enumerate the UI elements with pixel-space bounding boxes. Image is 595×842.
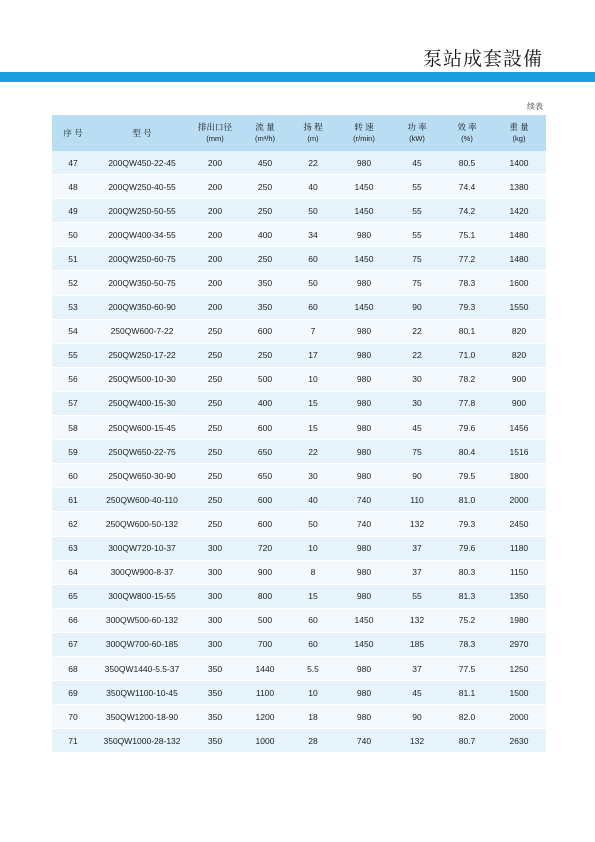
- column-title: 排出口径: [197, 122, 232, 132]
- cell-model: 300QW900-8-37: [94, 560, 190, 584]
- cell-outlet-diameter: 200: [190, 247, 240, 271]
- cell-efficiency: 77.5: [442, 656, 492, 680]
- cell-seq: 66: [52, 608, 94, 632]
- cell-model: 250QW250-17-22: [94, 343, 190, 367]
- column-title: 重 量: [509, 122, 529, 132]
- cell-speed: 980: [336, 464, 392, 488]
- cell-speed: 980: [336, 536, 392, 560]
- cell-power: 110: [392, 488, 442, 512]
- table-row: [52, 416, 546, 440]
- column-unit: (kg): [512, 134, 526, 143]
- cell-flow: 1000: [240, 729, 290, 753]
- cell-efficiency: 79.3: [442, 295, 492, 319]
- cell-weight: 1500: [492, 681, 546, 705]
- cell-seq: 68: [52, 656, 94, 680]
- cell-power: 30: [392, 367, 442, 391]
- cell-efficiency: 71.0: [442, 343, 492, 367]
- table-row: [52, 391, 546, 415]
- cell-flow: 720: [240, 536, 290, 560]
- cell-seq: 64: [52, 560, 94, 584]
- cell-weight: 820: [492, 319, 546, 343]
- cell-power: 37: [392, 656, 442, 680]
- cell-seq: 63: [52, 536, 94, 560]
- cell-weight: 1420: [492, 199, 546, 223]
- table-row: [52, 151, 546, 175]
- cell-head: 50: [290, 512, 336, 536]
- cell-outlet-diameter: 250: [190, 367, 240, 391]
- cell-outlet-diameter: 200: [190, 223, 240, 247]
- cell-flow: 800: [240, 584, 290, 608]
- cell-weight: 1150: [492, 560, 546, 584]
- cell-head: 22: [290, 151, 336, 175]
- cell-head: 7: [290, 319, 336, 343]
- table-row: [52, 199, 546, 223]
- cell-outlet-diameter: 250: [190, 512, 240, 536]
- cell-head: 50: [290, 199, 336, 223]
- column-header-model: [94, 115, 190, 151]
- table-row: [52, 343, 546, 367]
- cell-flow: 1440: [240, 656, 290, 680]
- table-row: [52, 681, 546, 705]
- cell-efficiency: 78.3: [442, 632, 492, 656]
- cell-model: 200QW250-50-55: [94, 199, 190, 223]
- cell-model: 350QW1440-5.5-37: [94, 656, 190, 680]
- table-row: [52, 440, 546, 464]
- cell-speed: 1450: [336, 247, 392, 271]
- cell-efficiency: 77.8: [442, 391, 492, 415]
- cell-speed: 980: [336, 271, 392, 295]
- table-row: [52, 705, 546, 729]
- column-unit: (%): [461, 134, 473, 143]
- cell-outlet-diameter: 250: [190, 416, 240, 440]
- cell-flow: 350: [240, 295, 290, 319]
- cell-seq: 62: [52, 512, 94, 536]
- cell-speed: 980: [336, 656, 392, 680]
- cell-power: 55: [392, 584, 442, 608]
- cell-model: 250QW500-10-30: [94, 367, 190, 391]
- cell-seq: 59: [52, 440, 94, 464]
- cell-weight: 1456: [492, 416, 546, 440]
- cell-model: 200QW250-40-55: [94, 175, 190, 199]
- cell-head: 60: [290, 247, 336, 271]
- cell-power: 55: [392, 175, 442, 199]
- cell-power: 75: [392, 440, 442, 464]
- cell-model: 250QW600-40-110: [94, 488, 190, 512]
- cell-power: 75: [392, 247, 442, 271]
- cell-outlet-diameter: 250: [190, 488, 240, 512]
- cell-power: 45: [392, 681, 442, 705]
- cell-efficiency: 78.2: [442, 367, 492, 391]
- cell-outlet-diameter: 300: [190, 632, 240, 656]
- cell-head: 5.5: [290, 656, 336, 680]
- cell-weight: 1800: [492, 464, 546, 488]
- table-row: [52, 608, 546, 632]
- cell-seq: 50: [52, 223, 94, 247]
- cell-flow: 700: [240, 632, 290, 656]
- cell-outlet-diameter: 200: [190, 151, 240, 175]
- cell-outlet-diameter: 250: [190, 343, 240, 367]
- cell-speed: 980: [336, 391, 392, 415]
- cell-power: 22: [392, 319, 442, 343]
- cell-model: 350QW1100-10-45: [94, 681, 190, 705]
- column-header-efficiency: [442, 115, 492, 151]
- cell-model: 200QW350-50-75: [94, 271, 190, 295]
- cell-model: 250QW600-15-45: [94, 416, 190, 440]
- cell-weight: 900: [492, 391, 546, 415]
- table-row: [52, 271, 546, 295]
- cell-seq: 48: [52, 175, 94, 199]
- table-row: [52, 247, 546, 271]
- cell-power: 30: [392, 391, 442, 415]
- cell-efficiency: 80.4: [442, 440, 492, 464]
- cell-speed: 980: [336, 151, 392, 175]
- cell-weight: 2000: [492, 705, 546, 729]
- cell-outlet-diameter: 200: [190, 175, 240, 199]
- cell-speed: 740: [336, 729, 392, 753]
- cell-weight: 2450: [492, 512, 546, 536]
- cell-flow: 600: [240, 319, 290, 343]
- cell-speed: 980: [336, 223, 392, 247]
- cell-model: 200QW400-34-55: [94, 223, 190, 247]
- cell-head: 50: [290, 271, 336, 295]
- cell-efficiency: 79.6: [442, 416, 492, 440]
- table-header-row: [52, 115, 546, 151]
- cell-weight: 1400: [492, 151, 546, 175]
- cell-seq: 55: [52, 343, 94, 367]
- cell-seq: 52: [52, 271, 94, 295]
- cell-seq: 49: [52, 199, 94, 223]
- cell-speed: 740: [336, 512, 392, 536]
- cell-power: 90: [392, 464, 442, 488]
- cell-seq: 51: [52, 247, 94, 271]
- cell-flow: 600: [240, 416, 290, 440]
- cell-head: 22: [290, 440, 336, 464]
- table-row: [52, 584, 546, 608]
- cell-head: 30: [290, 464, 336, 488]
- cell-speed: 980: [336, 705, 392, 729]
- cell-seq: 60: [52, 464, 94, 488]
- cell-power: 55: [392, 199, 442, 223]
- cell-weight: 1550: [492, 295, 546, 319]
- cell-head: 28: [290, 729, 336, 753]
- cell-speed: 980: [336, 584, 392, 608]
- cell-head: 15: [290, 584, 336, 608]
- cell-flow: 650: [240, 464, 290, 488]
- column-header-speed: [336, 115, 392, 151]
- cell-flow: 250: [240, 247, 290, 271]
- cell-flow: 900: [240, 560, 290, 584]
- table-row: [52, 175, 546, 199]
- continued-label: 续表: [527, 102, 543, 111]
- cell-model: 250QW400-15-30: [94, 391, 190, 415]
- column-unit: (mm): [206, 134, 224, 143]
- cell-outlet-diameter: 350: [190, 656, 240, 680]
- cell-speed: 740: [336, 488, 392, 512]
- cell-seq: 65: [52, 584, 94, 608]
- cell-model: 250QW650-22-75: [94, 440, 190, 464]
- cell-flow: 400: [240, 223, 290, 247]
- cell-power: 132: [392, 608, 442, 632]
- cell-weight: 1600: [492, 271, 546, 295]
- cell-speed: 980: [336, 416, 392, 440]
- cell-efficiency: 79.3: [442, 512, 492, 536]
- cell-efficiency: 80.1: [442, 319, 492, 343]
- cell-outlet-diameter: 200: [190, 295, 240, 319]
- cell-model: 200QW350-60-90: [94, 295, 190, 319]
- cell-seq: 71: [52, 729, 94, 753]
- cell-head: 17: [290, 343, 336, 367]
- cell-power: 132: [392, 729, 442, 753]
- cell-weight: 1350: [492, 584, 546, 608]
- cell-seq: 53: [52, 295, 94, 319]
- cell-flow: 350: [240, 271, 290, 295]
- cell-weight: 1250: [492, 656, 546, 680]
- cell-efficiency: 74.2: [442, 199, 492, 223]
- column-title: 转 速: [354, 122, 374, 132]
- column-header-seq: [52, 115, 94, 151]
- table-row: [52, 632, 546, 656]
- cell-seq: 61: [52, 488, 94, 512]
- cell-head: 40: [290, 175, 336, 199]
- cell-outlet-diameter: 300: [190, 608, 240, 632]
- cell-model: 250QW600-7-22: [94, 319, 190, 343]
- cell-power: 132: [392, 512, 442, 536]
- column-title: 流 量: [255, 122, 275, 132]
- cell-head: 8: [290, 560, 336, 584]
- cell-speed: 980: [336, 681, 392, 705]
- cell-outlet-diameter: 300: [190, 584, 240, 608]
- table-row: [52, 367, 546, 391]
- cell-efficiency: 79.6: [442, 536, 492, 560]
- cell-flow: 250: [240, 343, 290, 367]
- cell-head: 60: [290, 608, 336, 632]
- cell-efficiency: 77.2: [442, 247, 492, 271]
- column-title: 型 号: [132, 128, 152, 138]
- column-title: 扬 程: [303, 122, 323, 132]
- cell-speed: 980: [336, 440, 392, 464]
- cell-power: 90: [392, 705, 442, 729]
- cell-model: 300QW800-15-55: [94, 584, 190, 608]
- cell-power: 75: [392, 271, 442, 295]
- cell-speed: 980: [336, 367, 392, 391]
- cell-efficiency: 80.5: [442, 151, 492, 175]
- cell-weight: 1480: [492, 223, 546, 247]
- cell-flow: 250: [240, 199, 290, 223]
- table-row: [52, 223, 546, 247]
- cell-efficiency: 81.1: [442, 681, 492, 705]
- column-header-head: [290, 115, 336, 151]
- cell-seq: 58: [52, 416, 94, 440]
- cell-power: 185: [392, 632, 442, 656]
- cell-outlet-diameter: 350: [190, 705, 240, 729]
- cell-head: 18: [290, 705, 336, 729]
- cell-seq: 54: [52, 319, 94, 343]
- column-title: 效 率: [457, 122, 477, 132]
- cell-flow: 1200: [240, 705, 290, 729]
- cell-efficiency: 78.3: [442, 271, 492, 295]
- cell-power: 37: [392, 560, 442, 584]
- cell-speed: 980: [336, 343, 392, 367]
- cell-model: 300QW500-60-132: [94, 608, 190, 632]
- cell-power: 37: [392, 536, 442, 560]
- cell-flow: 600: [240, 512, 290, 536]
- cell-seq: 57: [52, 391, 94, 415]
- table-row: [52, 464, 546, 488]
- table-row: [52, 488, 546, 512]
- cell-efficiency: 75.1: [442, 223, 492, 247]
- cell-flow: 250: [240, 175, 290, 199]
- cell-efficiency: 75.2: [442, 608, 492, 632]
- cell-head: 10: [290, 367, 336, 391]
- cell-weight: 2000: [492, 488, 546, 512]
- cell-outlet-diameter: 200: [190, 199, 240, 223]
- cell-efficiency: 81.3: [442, 584, 492, 608]
- table-row: [52, 656, 546, 680]
- cell-outlet-diameter: 300: [190, 536, 240, 560]
- cell-speed: 980: [336, 319, 392, 343]
- cell-model: 350QW1000-28-132: [94, 729, 190, 753]
- column-unit: (m³/h): [255, 134, 275, 143]
- cell-model: 350QW1200-18-90: [94, 705, 190, 729]
- cell-power: 90: [392, 295, 442, 319]
- page-title: 泵站成套設備: [422, 48, 543, 70]
- cell-head: 60: [290, 632, 336, 656]
- cell-flow: 500: [240, 608, 290, 632]
- cell-power: 45: [392, 151, 442, 175]
- table-row: [52, 319, 546, 343]
- cell-weight: 900: [492, 367, 546, 391]
- cell-model: 200QW250-60-75: [94, 247, 190, 271]
- cell-weight: 2630: [492, 729, 546, 753]
- cell-weight: 1180: [492, 536, 546, 560]
- cell-model: 250QW650-30-90: [94, 464, 190, 488]
- cell-model: 200QW450-22-45: [94, 151, 190, 175]
- column-title: 功 率: [407, 122, 427, 132]
- cell-head: 15: [290, 391, 336, 415]
- cell-seq: 47: [52, 151, 94, 175]
- cell-outlet-diameter: 250: [190, 464, 240, 488]
- cell-weight: 1516: [492, 440, 546, 464]
- column-unit: (r/min): [353, 134, 375, 143]
- cell-head: 40: [290, 488, 336, 512]
- cell-head: 60: [290, 295, 336, 319]
- cell-weight: 1480: [492, 247, 546, 271]
- cell-power: 45: [392, 416, 442, 440]
- cell-speed: 1450: [336, 608, 392, 632]
- cell-weight: 820: [492, 343, 546, 367]
- cell-seq: 67: [52, 632, 94, 656]
- cell-power: 22: [392, 343, 442, 367]
- cell-outlet-diameter: 350: [190, 681, 240, 705]
- cell-efficiency: 74.4: [442, 175, 492, 199]
- table-row: [52, 512, 546, 536]
- table-row: [52, 560, 546, 584]
- cell-efficiency: 80.3: [442, 560, 492, 584]
- cell-model: 300QW700-60-185: [94, 632, 190, 656]
- cell-weight: 1980: [492, 608, 546, 632]
- cell-speed: 980: [336, 560, 392, 584]
- cell-efficiency: 81.0: [442, 488, 492, 512]
- column-unit: (m): [307, 134, 319, 143]
- table-body: [52, 151, 546, 753]
- cell-head: 10: [290, 536, 336, 560]
- header-accent-bar: [0, 72, 595, 82]
- column-title: 序 号: [63, 128, 83, 138]
- cell-efficiency: 82.0: [442, 705, 492, 729]
- cell-speed: 1450: [336, 295, 392, 319]
- cell-outlet-diameter: 300: [190, 560, 240, 584]
- table-row: [52, 536, 546, 560]
- cell-outlet-diameter: 250: [190, 391, 240, 415]
- cell-efficiency: 79.5: [442, 464, 492, 488]
- cell-head: 15: [290, 416, 336, 440]
- cell-outlet-diameter: 350: [190, 729, 240, 753]
- cell-outlet-diameter: 200: [190, 271, 240, 295]
- cell-seq: 70: [52, 705, 94, 729]
- table-row: [52, 295, 546, 319]
- cell-flow: 450: [240, 151, 290, 175]
- column-header-weight: [492, 115, 546, 151]
- pump-spec-table: [52, 115, 546, 753]
- column-header-flow: [240, 115, 290, 151]
- column-header-outlet-diameter: [190, 115, 240, 151]
- cell-flow: 500: [240, 367, 290, 391]
- cell-efficiency: 80.7: [442, 729, 492, 753]
- column-unit: (kW): [409, 134, 425, 143]
- cell-seq: 69: [52, 681, 94, 705]
- cell-model: 250QW600-50-132: [94, 512, 190, 536]
- cell-speed: 1450: [336, 199, 392, 223]
- cell-outlet-diameter: 250: [190, 440, 240, 464]
- cell-speed: 1450: [336, 632, 392, 656]
- cell-flow: 650: [240, 440, 290, 464]
- cell-head: 10: [290, 681, 336, 705]
- table-row: [52, 729, 546, 753]
- column-header-power: [392, 115, 442, 151]
- cell-speed: 1450: [336, 175, 392, 199]
- cell-head: 34: [290, 223, 336, 247]
- cell-flow: 400: [240, 391, 290, 415]
- cell-model: 300QW720-10-37: [94, 536, 190, 560]
- cell-power: 55: [392, 223, 442, 247]
- cell-outlet-diameter: 250: [190, 319, 240, 343]
- cell-flow: 1100: [240, 681, 290, 705]
- cell-seq: 56: [52, 367, 94, 391]
- cell-weight: 1380: [492, 175, 546, 199]
- cell-flow: 600: [240, 488, 290, 512]
- cell-weight: 2970: [492, 632, 546, 656]
